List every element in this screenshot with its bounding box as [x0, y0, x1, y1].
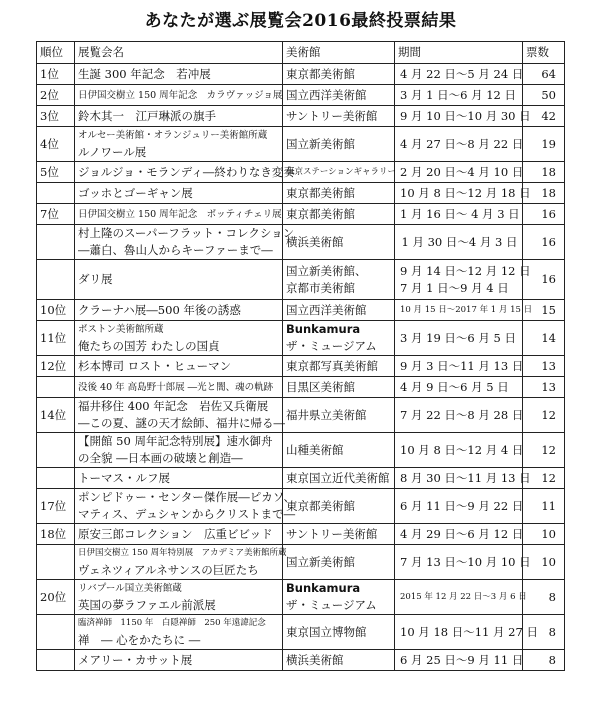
rank-cell: 10位	[37, 300, 75, 321]
museum-cell	[283, 433, 395, 468]
exhibition-name-cell	[75, 468, 283, 489]
exhibition-name-cell	[75, 183, 283, 204]
museum-line: 東京都写真美術館	[286, 358, 378, 373]
exhibition-name-line: 【開館 50 周年記念特別展】速水御舟	[78, 434, 273, 448]
exhibition-name-cell	[75, 580, 283, 615]
museum-cell	[283, 64, 395, 85]
museum-line: ザ・ミュージアム	[286, 598, 377, 612]
period-line: 7 月 1 日～9 月 4 日	[400, 280, 509, 295]
period-cell	[395, 225, 523, 260]
table-row	[37, 106, 565, 127]
header-museum: 美術館	[283, 42, 395, 64]
museum-cell	[283, 615, 395, 650]
exhibition-name-cell	[75, 106, 283, 127]
votes-cell: 19	[523, 127, 565, 162]
header-row	[37, 42, 565, 64]
rank-cell	[37, 377, 75, 398]
museum-line: 東京都美術館	[286, 185, 355, 200]
museum-line: Bunkamura	[286, 322, 361, 336]
period-line: 4 月 22 日～5 月 24 日	[400, 66, 524, 81]
museum-cell	[283, 127, 395, 162]
rank-cell	[37, 260, 75, 300]
votes-cell: 14	[523, 321, 565, 356]
period-cell	[395, 356, 523, 377]
exhibition-name-line: クラーナハ展―500 年後の誘惑	[78, 302, 241, 317]
exhibition-name-cell	[75, 433, 283, 468]
museum-line: 横浜美術館	[286, 652, 344, 667]
exhibition-name-line: ボストン美術館所蔵	[78, 324, 164, 335]
votes-cell: 8	[523, 615, 565, 650]
table-row	[37, 300, 565, 321]
rank-cell	[37, 183, 75, 204]
exhibition-name-cell	[75, 85, 283, 106]
rank-cell: 3位	[37, 106, 75, 127]
period-cell	[395, 162, 523, 183]
rank-cell	[37, 433, 75, 468]
museum-cell	[283, 398, 395, 433]
museum-cell	[283, 106, 395, 127]
votes-cell: 18	[523, 183, 565, 204]
museum-cell	[283, 489, 395, 524]
museum-cell	[283, 162, 395, 183]
votes-cell: 16	[523, 260, 565, 300]
exhibition-name-line: ポンピドゥー・センター傑作展―ピカソ、	[78, 490, 295, 504]
exhibition-name-line: 俺たちの国芳 わたしの国貞	[78, 339, 220, 353]
header-votes: 票数	[523, 42, 565, 64]
votes-cell: 64	[523, 64, 565, 85]
museum-line: サントリー美術館	[286, 526, 378, 541]
rank-cell: 17位	[37, 489, 75, 524]
exhibition-name-line: リバプール国立美術館蔵	[78, 583, 182, 594]
period-cell	[395, 545, 531, 580]
period-cell	[395, 106, 531, 127]
exhibition-name-cell	[75, 650, 283, 671]
period-line: 9 月 3 日～11 月 13 日	[400, 358, 524, 373]
museum-cell	[283, 225, 395, 260]
period-cell	[395, 650, 523, 671]
exhibition-name-cell	[75, 545, 287, 580]
exhibition-name-line: ―この夏、謎の天才絵師、福井に帰る―	[78, 416, 285, 430]
table-row	[37, 377, 565, 398]
museum-cell	[283, 204, 395, 225]
exhibition-name-line: ゴッホとゴーギャン展	[78, 185, 193, 200]
table-row	[37, 580, 565, 615]
period-line: 4 月 9 日～6 月 5 日	[400, 379, 509, 394]
museum-line: 京都市美術館	[286, 280, 355, 295]
exhibition-name-line: トーマス・ルフ展	[78, 470, 170, 485]
period-cell	[395, 183, 531, 204]
museum-cell	[283, 300, 395, 321]
table-row	[37, 468, 565, 489]
votes-cell: 42	[523, 106, 565, 127]
exhibition-name-line: 杉本博司 ロスト・ヒューマン	[78, 358, 232, 373]
museum-cell	[283, 468, 395, 489]
museum-cell	[283, 356, 395, 377]
period-line: 9 月 14 日～12 月 12 日	[400, 263, 531, 278]
votes-cell: 13	[523, 377, 565, 398]
museum-line: 国立新美術館	[286, 554, 355, 569]
museum-line: 福井県立美術館	[286, 407, 367, 422]
exhibition-name-line: メアリー・カサット展	[78, 652, 193, 667]
period-line: 2015 年 12 月 22 日～3 月 6 日	[400, 591, 527, 602]
rank-cell	[37, 650, 75, 671]
table-row	[37, 127, 565, 162]
museum-line: 東京都美術館	[286, 66, 355, 81]
votes-cell: 12	[523, 433, 565, 468]
votes-cell: 12	[523, 398, 565, 433]
museum-line: 東京都美術館	[286, 206, 355, 221]
period-cell	[395, 260, 531, 300]
museum-line: 東京ステーションギャラリー	[286, 166, 396, 177]
museum-line: 国立新美術館、	[286, 263, 367, 278]
table-row	[37, 545, 565, 580]
header-rank: 順位	[37, 42, 75, 64]
table-row	[37, 204, 565, 225]
period-cell	[395, 580, 527, 615]
exhibition-name-cell	[75, 64, 283, 85]
votes-cell: 10	[523, 545, 565, 580]
table-row	[37, 183, 565, 204]
table-row	[37, 162, 565, 183]
rank-cell	[37, 615, 75, 650]
period-cell	[395, 615, 538, 650]
period-line: 7 月 22 日～8 月 28 日	[400, 407, 524, 422]
votes-cell: 11	[523, 489, 565, 524]
exhibition-name-cell	[75, 321, 283, 356]
exhibition-name-line: 生誕 300 年記念 若冲展	[78, 66, 211, 81]
museum-line: 東京国立博物館	[286, 624, 367, 639]
museum-line: 山種美術館	[286, 442, 344, 457]
rank-cell: 2位	[37, 85, 75, 106]
exhibition-name-line: 臨済禅師 1150 年 白隠禅師 250 年遠諱記念	[78, 618, 266, 628]
period-line: 3 月 19 日～6 月 5 日	[400, 330, 517, 345]
exhibition-name-line: 原安三郎コレクション 広重ビビッド	[78, 526, 273, 541]
exhibition-name-cell	[75, 356, 283, 377]
exhibition-name-cell	[75, 398, 283, 433]
period-cell	[395, 433, 523, 468]
exhibition-name-line: ダリ展	[78, 272, 113, 286]
table-row	[37, 321, 565, 356]
exhibition-name-line: 日伊国交樹立 150 周年特別展 アカデミア美術館所蔵	[78, 548, 287, 558]
exhibition-name-line: 日伊国交樹立 150 周年記念 カラヴァッジョ展	[78, 89, 283, 101]
exhibition-name-line: オルセー美術館・オランジュリー美術館所蔵	[78, 130, 268, 141]
header-period: 期間	[395, 42, 523, 64]
period-cell	[395, 468, 531, 489]
rank-cell	[37, 468, 75, 489]
exhibition-name-cell	[75, 300, 283, 321]
museum-line: 国立新美術館	[286, 136, 355, 151]
period-line: 8 月 30 日～11 月 13 日	[400, 470, 531, 485]
period-cell	[395, 127, 523, 162]
period-line: 10 月 15 日～2017 年 1 月 15 日	[400, 304, 533, 315]
exhibition-name-cell	[75, 615, 283, 650]
exhibition-name-line: 英国の夢ラファエル前派展	[78, 598, 216, 612]
page-title: あなたが選ぶ展覧会2016最終投票結果	[144, 11, 457, 31]
period-line: 10 月 18 日～11 月 27 日	[400, 624, 538, 639]
rank-cell	[37, 545, 75, 580]
exhibition-name-cell	[75, 260, 283, 300]
table-row	[37, 615, 565, 650]
museum-line: 国立西洋美術館	[286, 87, 367, 102]
period-cell	[395, 321, 523, 356]
rank-cell: 20位	[37, 580, 75, 615]
museum-cell	[283, 377, 395, 398]
rank-cell: 12位	[37, 356, 75, 377]
museum-cell	[283, 321, 395, 356]
table-row	[37, 85, 565, 106]
table-row	[37, 260, 565, 300]
museum-line: 横浜美術館	[286, 234, 344, 249]
exhibition-name-cell	[75, 489, 296, 524]
rank-cell: 4位	[37, 127, 75, 162]
table-row	[37, 225, 565, 260]
museum-cell	[283, 545, 395, 580]
table-row	[37, 433, 565, 468]
exhibition-name-cell	[75, 162, 295, 183]
period-cell	[395, 398, 523, 433]
votes-cell: 12	[523, 468, 565, 489]
rank-cell	[37, 225, 75, 260]
period-cell	[395, 300, 533, 321]
table-row	[37, 489, 565, 524]
museum-cell	[283, 650, 395, 671]
museum-cell	[283, 580, 395, 615]
results-table	[36, 41, 565, 671]
museum-line: 国立西洋美術館	[286, 302, 367, 317]
museum-cell	[283, 260, 395, 300]
votes-cell: 10	[523, 524, 565, 545]
exhibition-name-line: 福井移住 400 年記念 岩佐又兵衛展	[78, 399, 269, 413]
exhibition-name-line: ジョルジョ・モランディ―終わりなき変奏	[78, 164, 295, 179]
exhibition-name-cell	[75, 127, 283, 162]
period-line: 6 月 11 日～9 月 22 日	[400, 498, 524, 513]
table-row	[37, 524, 565, 545]
rank-cell: 14位	[37, 398, 75, 433]
period-line: 4 月 29 日～6 月 12 日	[400, 526, 524, 541]
period-line: 1 月 16 日～ 4 月 3 日	[400, 206, 520, 221]
rank-cell: 1位	[37, 64, 75, 85]
table-row	[37, 650, 565, 671]
votes-cell: 13	[523, 356, 565, 377]
header-name: 展覧会名	[75, 42, 283, 64]
rank-cell: 18位	[37, 524, 75, 545]
table-row	[37, 356, 565, 377]
rank-cell: 11位	[37, 321, 75, 356]
votes-cell: 15	[523, 300, 565, 321]
exhibition-name-line: の全貌 ―日本画の破壊と創造―	[78, 451, 243, 465]
votes-cell: 16	[523, 225, 565, 260]
exhibition-name-line: 鈴木其一 江戸琳派の旗手	[78, 108, 216, 123]
period-line: 3 月 1 日～6 月 12 日	[400, 87, 517, 102]
museum-line: 目黒区美術館	[286, 379, 355, 394]
exhibition-name-cell	[75, 377, 283, 398]
votes-cell: 8	[523, 650, 565, 671]
period-line: 10 月 8 日～12 月 4 日	[400, 442, 524, 457]
rank-cell: 5位	[37, 162, 75, 183]
exhibition-name-line: ―蕭白、魯山人からキーファーまで―	[78, 243, 273, 257]
period-line: 9 月 10 日～10 月 30 日	[400, 108, 531, 123]
period-cell	[395, 377, 523, 398]
period-line: 2 月 20 日～4 月 10 日	[400, 164, 524, 179]
museum-line: Bunkamura	[286, 581, 361, 595]
museum-line: 東京国立近代美術館	[286, 470, 390, 485]
period-cell	[395, 204, 523, 225]
table-row	[37, 64, 565, 85]
period-line: 4 月 27 日～8 月 22 日	[400, 136, 524, 151]
exhibition-name-line: ルノワール展	[78, 145, 147, 159]
rank-cell: 7位	[37, 204, 75, 225]
museum-line: 東京都美術館	[286, 498, 355, 513]
exhibition-name-line: 禅 ― 心をかたちに ―	[78, 633, 201, 647]
period-line: 7 月 13 日～10 月 10 日	[400, 554, 531, 569]
period-line: 6 月 25 日～9 月 11 日	[400, 652, 524, 667]
period-cell	[395, 64, 523, 85]
exhibition-name-line: 日伊国交樹立 150 周年記念 ボッティチェリ展	[78, 208, 282, 220]
table-row	[37, 398, 565, 433]
exhibition-name-cell	[75, 204, 283, 225]
votes-cell: 50	[523, 85, 565, 106]
museum-cell	[283, 183, 395, 204]
votes-cell: 18	[523, 162, 565, 183]
museum-line: ザ・ミュージアム	[286, 339, 377, 353]
exhibition-name-line: ヴェネツィアルネサンスの巨匠たち	[78, 563, 259, 577]
exhibition-name-line: 村上隆のスーパーフラット・コレクション	[78, 226, 295, 240]
votes-cell: 16	[523, 204, 565, 225]
exhibition-name-line: 没後 40 年 高島野十郎展 ―光と闇、魂の軌跡	[78, 381, 274, 393]
period-line: 10 月 8 日～12 月 18 日	[400, 185, 531, 200]
votes-cell: 8	[523, 580, 565, 615]
museum-cell	[283, 85, 395, 106]
period-cell	[395, 85, 523, 106]
exhibition-name-cell	[75, 524, 283, 545]
period-line: 1 月 30 日～4 月 3 日	[401, 234, 518, 249]
museum-line: サントリー美術館	[286, 108, 378, 123]
exhibition-name-cell	[75, 225, 295, 260]
period-cell	[395, 524, 523, 545]
exhibition-name-line: マティス、デュシャンからクリストまで―	[78, 507, 296, 521]
period-cell	[395, 489, 523, 524]
museum-cell	[283, 524, 395, 545]
